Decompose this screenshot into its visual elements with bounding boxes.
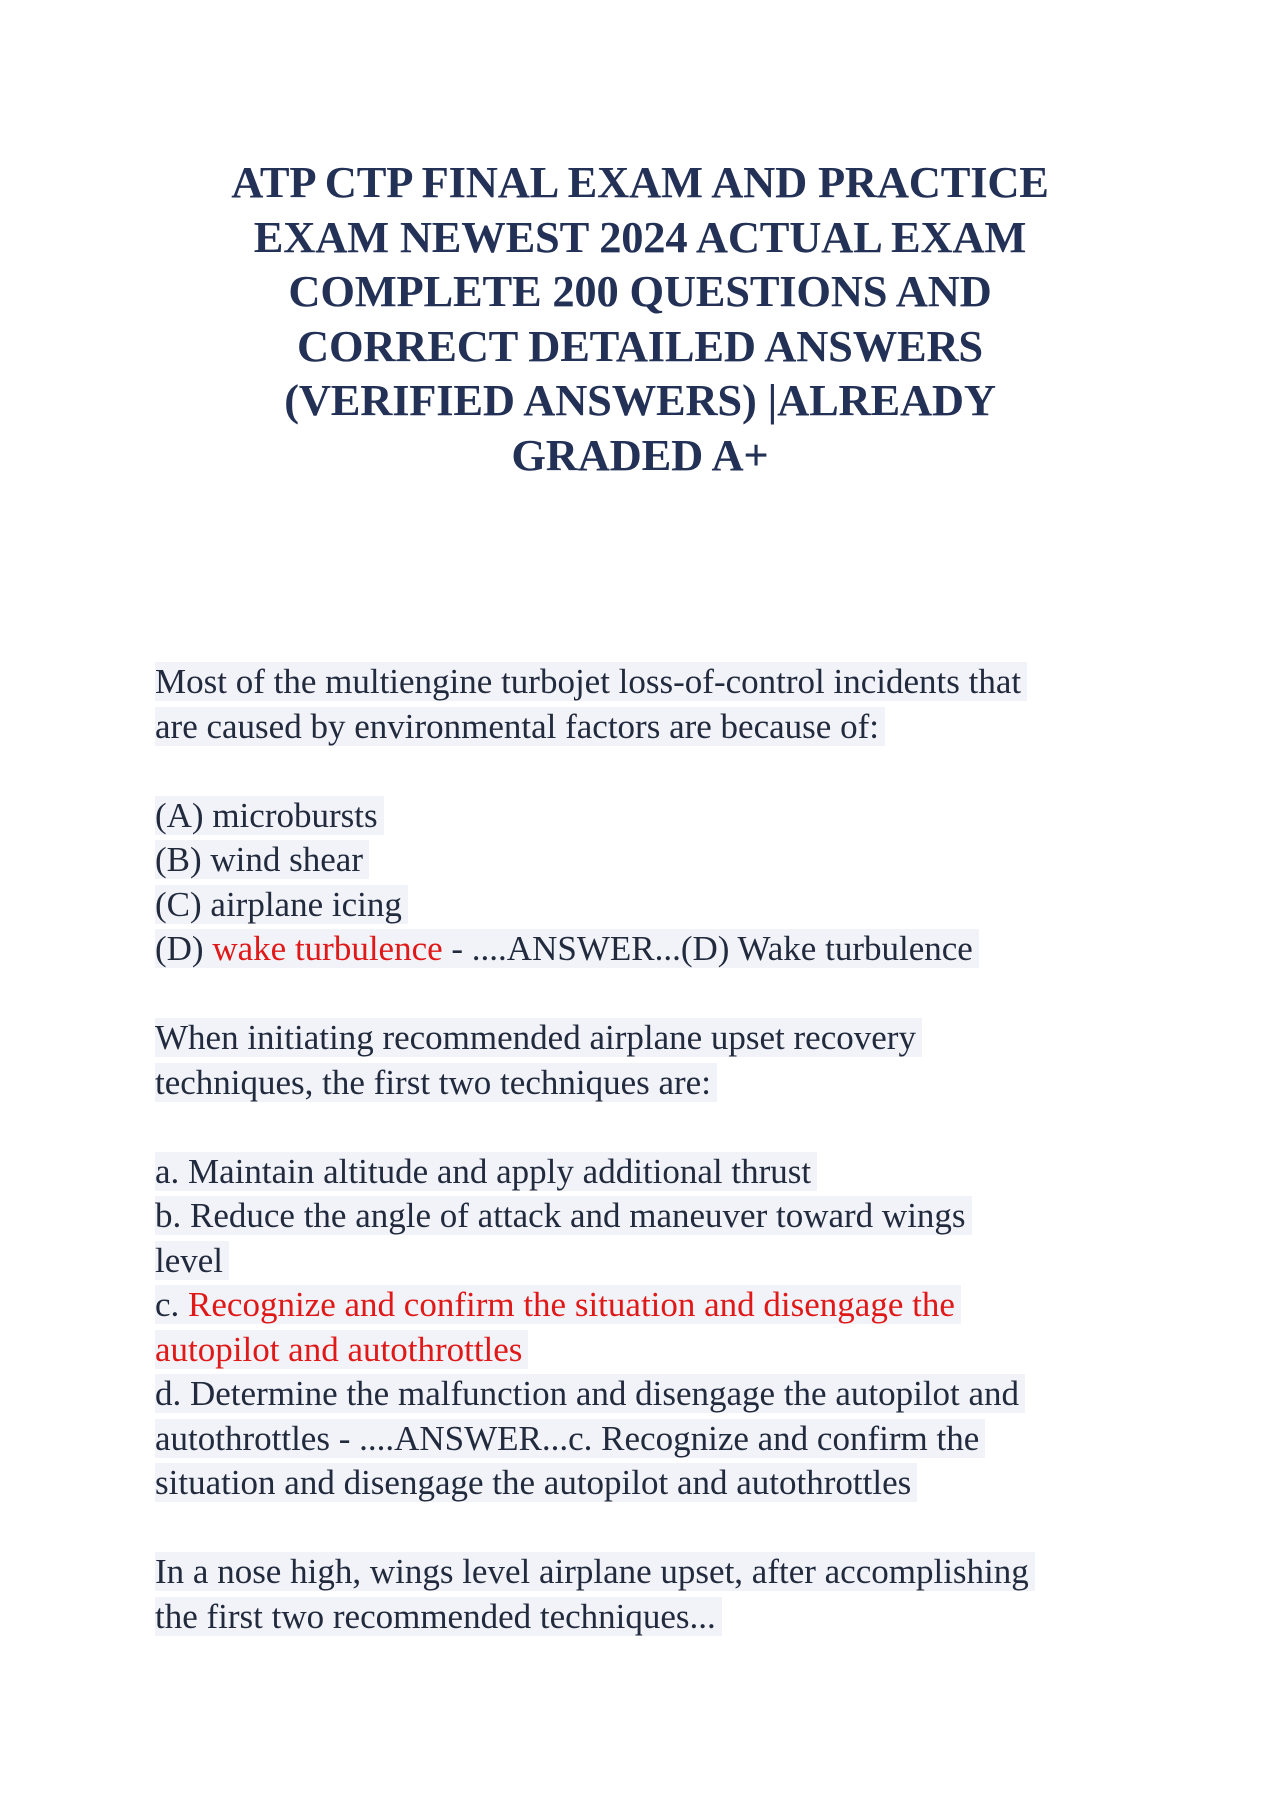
title-line: (VERIFIED ANSWERS) |ALREADY <box>284 375 996 425</box>
option-prefix: c. <box>155 1285 189 1324</box>
title-line: COMPLETE 200 QUESTIONS AND <box>288 266 992 316</box>
question-3 <box>155 1550 1155 1639</box>
correct-option-highlight: wake turbulence <box>212 929 443 968</box>
answer-option <box>155 1285 961 1324</box>
document-title <box>150 155 1130 482</box>
question-stem-line: When initiating recommended airplane upset recovery <box>155 1018 922 1057</box>
answer-option <box>155 1330 528 1369</box>
option-prefix: (D) <box>155 929 213 968</box>
answer-option: (A) microbursts <box>155 796 384 835</box>
answer-option: (B) wind shear <box>155 840 369 879</box>
title-line: GRADED A+ <box>511 429 769 480</box>
question-2 <box>155 1016 1155 1506</box>
answer-option: level <box>155 1241 229 1280</box>
question-stem-line: In a nose high, wings level airplane upset, after accomplishing <box>155 1552 1035 1591</box>
question-stem-line: Most of the multiengine turbojet loss-of-control incidents that <box>155 662 1027 701</box>
answer-option: a. Maintain altitude and apply additional thrust <box>155 1152 817 1191</box>
question-stem-line: techniques, the first two techniques are: <box>155 1063 717 1102</box>
correct-option-highlight: Recognize and confirm the situation and disengage the <box>188 1285 955 1324</box>
correct-option-highlight: autopilot and autothrottles <box>155 1329 523 1369</box>
answer-option: (C) airplane icing <box>155 885 408 924</box>
question-stem-line: the first two recommended techniques... <box>155 1597 722 1636</box>
title-line: EXAM NEWEST 2024 ACTUAL EXAM <box>253 211 1027 262</box>
answer-option-with-answer <box>155 929 979 968</box>
question-1 <box>155 660 1155 972</box>
answer-option: d. Determine the malfunction and disengage the autopilot and <box>155 1374 1025 1413</box>
title-line: ATP CTP FINAL EXAM AND PRACTICE <box>231 157 1049 207</box>
answer-text: autothrottles - ....ANSWER...c. Recognize and confirm the <box>155 1419 985 1458</box>
title-line: CORRECT DETAILED ANSWERS <box>297 320 983 371</box>
answer-text: - ....ANSWER...(D) Wake turbulence <box>442 929 973 968</box>
document-body <box>155 660 1155 1639</box>
answer-text: situation and disengage the autopilot and autothrottles <box>155 1463 917 1502</box>
answer-option: b. Reduce the angle of attack and maneuver toward wings <box>155 1196 972 1235</box>
question-stem-line: are caused by environmental factors are because of: <box>155 707 885 746</box>
